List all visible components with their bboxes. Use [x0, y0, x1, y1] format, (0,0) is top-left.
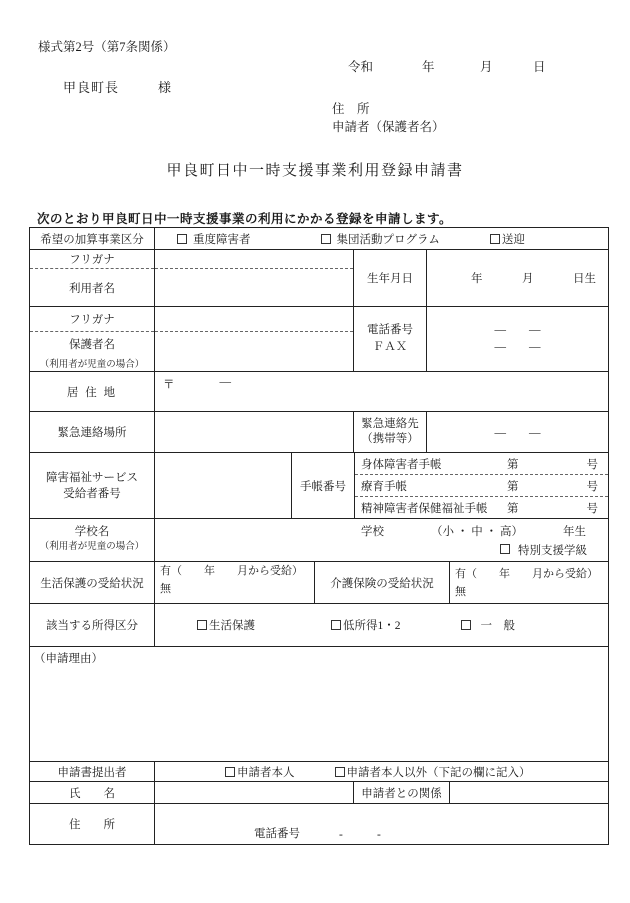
welfare-yes-line: 有（ 年 月から受給）	[160, 565, 303, 577]
school-levels: （小 ・ 中 ・ 高）	[431, 526, 523, 538]
handbook-physical-dai: 第	[507, 458, 519, 471]
row-submitter	[30, 761, 608, 781]
checkbox-income-seiho[interactable]	[197, 620, 207, 630]
row-submitter-address	[30, 803, 608, 844]
income-seiho-label: 生活保護	[209, 620, 255, 632]
emergency-contact-dashes: ― ―	[494, 427, 541, 439]
submitter-name-entry[interactable]	[154, 782, 353, 803]
birth-label: 生年月日	[353, 250, 426, 306]
kaigo-label: 介護保険の受給状況	[314, 562, 449, 603]
addressee-label: 甲良町長	[63, 80, 120, 95]
row-welfare	[30, 561, 608, 603]
user-furigana-label: フリガナ	[30, 250, 154, 269]
fax-label: ＦＡＸ	[372, 341, 408, 353]
income-label: 該当する所得区分	[46, 620, 138, 632]
submitter-self-label: 申請者本人	[237, 766, 295, 779]
row-residence	[30, 371, 608, 411]
date-month-label: 月	[480, 60, 493, 74]
postal-dash: ―	[219, 376, 231, 388]
row-submitter-name	[30, 781, 608, 803]
option-transport-label: 送迎	[501, 233, 525, 246]
checkbox-transport[interactable]	[490, 234, 500, 244]
service-label-line1: 障害福祉サービス	[46, 471, 138, 484]
handbook-mental-go: 号	[586, 502, 598, 515]
income-low-label: 低所得1・2	[343, 620, 401, 632]
applicant-address-label: 住 所	[332, 102, 370, 116]
form-number: 様式第2号（第7条関係）	[38, 40, 176, 54]
submitter-options-cell	[154, 762, 608, 781]
handbook-rehab-dai: 第	[507, 480, 519, 493]
date-day-label: 日	[533, 60, 546, 74]
special-class-label: 特別支援学級	[518, 545, 587, 557]
submitter-address-entry[interactable]	[154, 804, 608, 844]
tel-label: 電話番号	[367, 324, 413, 336]
date-era-label: 令和	[348, 60, 374, 74]
category-label: 希望の加算事業区分	[40, 233, 144, 246]
handbook-physical-go: 号	[586, 458, 598, 471]
user-name-label: 利用者名	[69, 282, 115, 295]
application-table	[29, 227, 609, 845]
service-label-cell	[30, 453, 154, 518]
postal-mark: 〒	[163, 379, 175, 391]
school-word: 学校	[361, 526, 384, 538]
tel-entry-dashes: ― ―	[494, 324, 541, 336]
service-label-line2: 受給者番号	[63, 487, 121, 500]
handbook-mental-dai: 第	[507, 502, 519, 515]
applicant-name-label: 申請者（保護者名）	[332, 120, 445, 134]
income-options-cell	[154, 604, 608, 646]
fax-entry-dashes: ― ―	[494, 341, 541, 353]
submitter-name-label: 氏 名	[69, 787, 115, 800]
page-title: 甲良町日中一時支援事業利用登録申請書	[166, 163, 464, 179]
handbook-row-mental[interactable]	[355, 496, 608, 518]
intro-statement: 次のとおり甲良町日中一時支援事業の利用にかかる登録を申請します。	[37, 212, 453, 226]
service-number-entry[interactable]	[154, 453, 291, 518]
user-label-cell	[30, 250, 154, 306]
submitter-label: 申請書提出者	[57, 766, 127, 779]
kaigo-no-line: 無	[455, 585, 466, 598]
guardian-furigana-entry[interactable]	[155, 307, 353, 332]
school-label-line2: （利用者が児童の場合）	[39, 542, 145, 552]
addressee-honorific: 様	[158, 80, 172, 95]
welfare-label: 生活保護の受給状況	[40, 577, 144, 590]
option-group-program-label: 集団活動プログラム	[336, 233, 440, 246]
submitter-tel-label: 電話番号	[254, 828, 300, 840]
handbook-row-physical[interactable]	[355, 453, 608, 474]
welfare-no-line: 無	[160, 583, 171, 595]
checkbox-severe-disability[interactable]	[177, 234, 187, 244]
guardian-label-cell	[30, 307, 154, 371]
checkbox-submitter-other[interactable]	[335, 767, 345, 777]
relation-label: 申請者との関係	[353, 782, 449, 803]
checkbox-submitter-self[interactable]	[225, 767, 235, 777]
kaigo-yes-line: 有（ 年 月から受給）	[455, 567, 598, 580]
birth-month-label: 月	[522, 273, 534, 285]
emergency-place-entry[interactable]	[154, 412, 353, 452]
handbook-list-cell	[354, 453, 608, 518]
tel-fax-label-cell	[353, 307, 426, 371]
reason-entry-cell[interactable]	[30, 647, 608, 761]
checkbox-income-general[interactable]	[461, 620, 471, 630]
checkbox-special-class[interactable]	[500, 544, 510, 554]
handbook-row-rehab[interactable]	[355, 474, 608, 496]
handbook-rehab-label: 療育手帳	[361, 480, 407, 493]
handbook-rehab-go: 号	[586, 480, 598, 493]
row-emergency	[30, 411, 608, 452]
option-severe-disability-label: 重度障害者	[193, 233, 251, 246]
emergency-contact-label: 緊急連絡先	[361, 418, 419, 430]
user-name-entry-cell[interactable]	[154, 250, 353, 306]
row-category	[30, 228, 608, 249]
income-general-label: 一 般	[480, 620, 515, 632]
kaigo-entry-cell[interactable]	[449, 562, 608, 603]
guardian-name-note: （利用者が児童の場合）	[39, 360, 145, 370]
row-reason	[30, 646, 608, 761]
checkbox-income-low[interactable]	[331, 620, 341, 630]
row-user-name	[30, 249, 608, 306]
handbook-mental-label: 精神障害者保健福祉手帳	[361, 502, 488, 515]
birth-year-label: 年	[471, 273, 483, 285]
emergency-contact-label-cell	[353, 412, 426, 452]
guardian-name-entry-cell[interactable]	[154, 307, 353, 371]
tel-fax-entry-cell[interactable]	[426, 307, 608, 371]
school-grade: 年生	[563, 526, 586, 538]
checkbox-group-program[interactable]	[321, 234, 331, 244]
user-furigana-entry[interactable]	[155, 250, 353, 269]
submitter-other-label: 申請者本人以外（下記の欄に記入）	[346, 766, 531, 779]
submitter-tel-dash2: -	[377, 829, 381, 841]
school-label-line1: 学校名	[74, 526, 110, 538]
welfare-entry-cell[interactable]	[154, 562, 314, 603]
reason-label: （申請理由）	[34, 653, 103, 665]
emergency-contact-entry[interactable]	[426, 412, 608, 452]
row-service-number	[30, 452, 608, 518]
guardian-furigana-label: フリガナ	[30, 307, 154, 332]
submitter-address-label: 住 所	[69, 819, 115, 831]
submitter-tel-dash1: -	[339, 829, 343, 841]
guardian-name-entry[interactable]	[155, 332, 353, 371]
category-options-cell	[154, 228, 608, 249]
guardian-name-label: 保護者名	[69, 338, 115, 351]
birth-entry-cell[interactable]	[426, 250, 608, 306]
school-label-cell	[30, 519, 154, 561]
techo-label: 手帳番号	[291, 453, 354, 518]
birth-day-label: 日生	[573, 273, 596, 285]
user-name-entry[interactable]	[155, 269, 353, 306]
school-entry-cell[interactable]	[154, 519, 608, 561]
emergency-contact-sublabel: （携帯等）	[361, 433, 419, 445]
date-year-label: 年	[422, 60, 435, 74]
emergency-label: 緊急連絡場所	[57, 427, 127, 439]
relation-entry[interactable]	[449, 782, 608, 803]
residence-label: 居 住 地	[66, 386, 118, 399]
row-income	[30, 603, 608, 646]
residence-entry-cell[interactable]	[154, 372, 608, 411]
row-school	[30, 518, 608, 561]
row-guardian-name	[30, 306, 608, 371]
handbook-physical-label: 身体障害者手帳	[361, 458, 442, 471]
